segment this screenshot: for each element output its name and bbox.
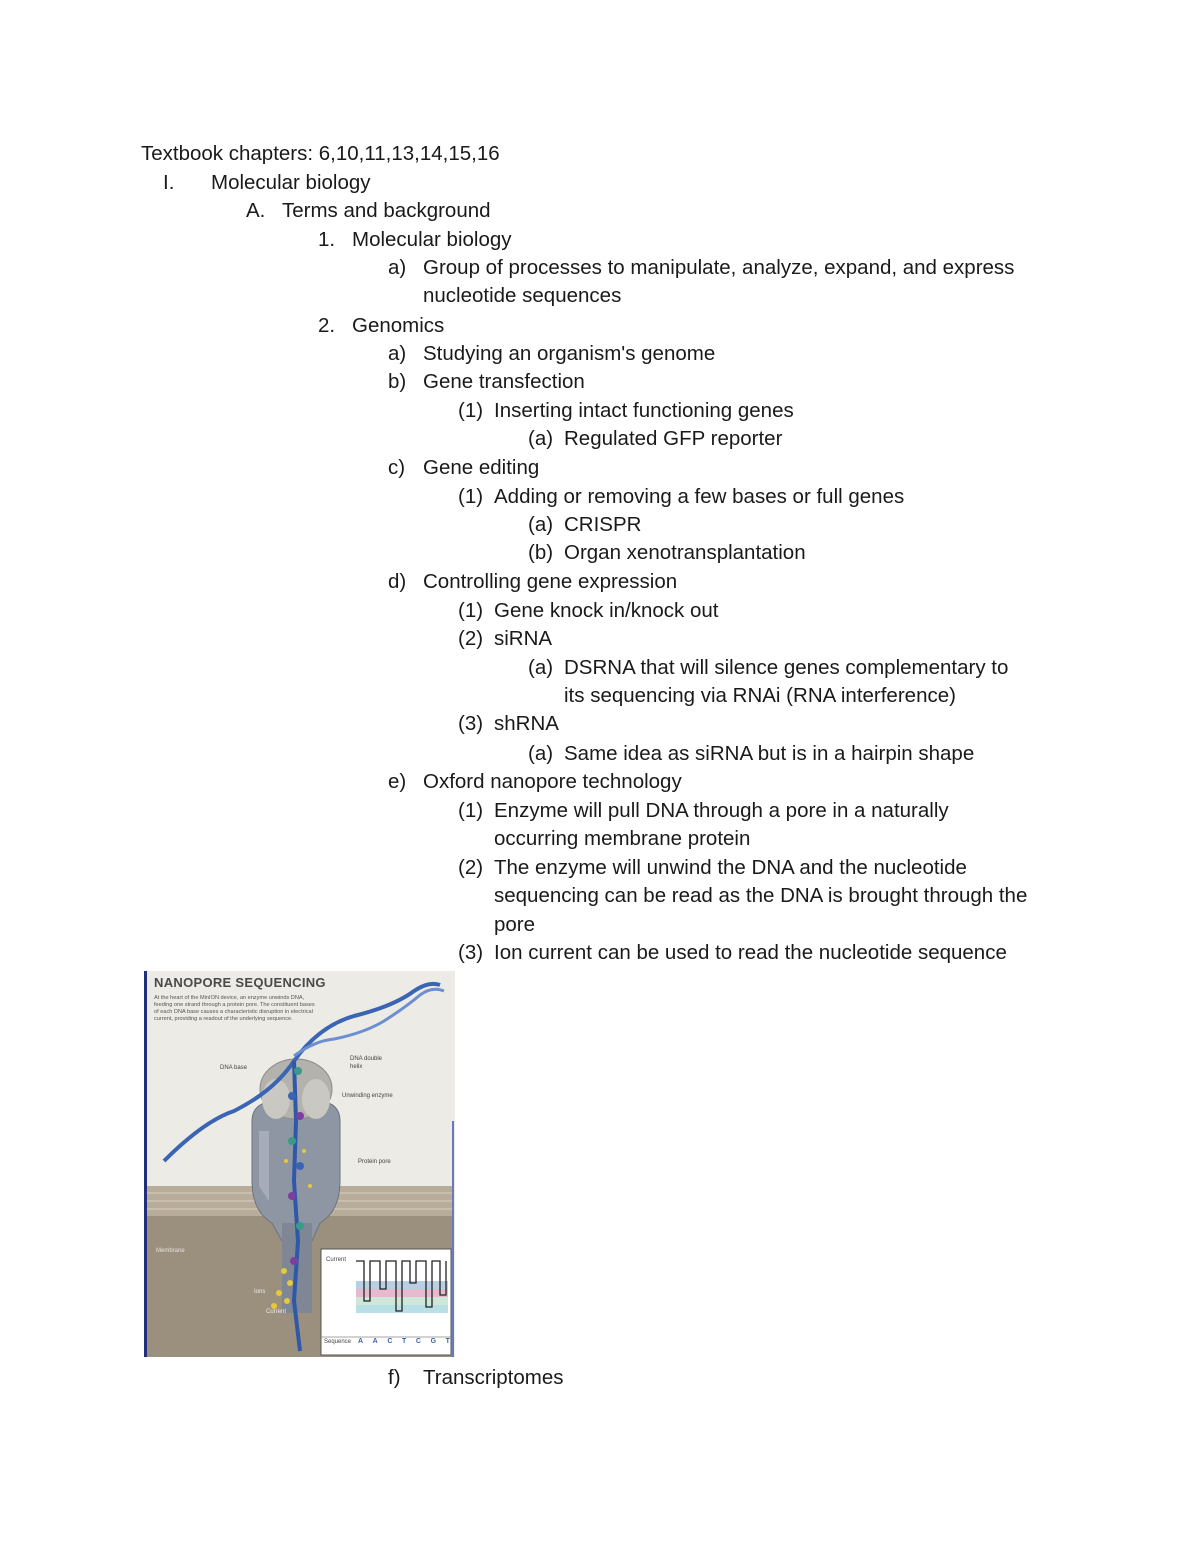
- outline-marker: 2.: [318, 314, 336, 337]
- figure-right-border: [452, 1121, 454, 1357]
- label-dna-helix: [350, 1055, 382, 1071]
- outline-item-text: Organ xenotransplantation: [564, 541, 806, 564]
- label-ions: Ions: [254, 1289, 266, 1295]
- outline-item-text: Enzyme will pull DNA through a pore in a naturally: [494, 799, 949, 822]
- figure-left-border: [144, 971, 147, 1357]
- label-dna-base: DNA base: [220, 1065, 248, 1071]
- outline-marker: (1): [458, 399, 484, 422]
- label-dna-helix-line: helix: [350, 1064, 363, 1070]
- outline-marker: (1): [458, 799, 484, 822]
- outline-item-text: Studying an organism's genome: [423, 342, 716, 365]
- outline-marker: (a): [528, 656, 554, 679]
- header-chapters: Textbook chapters: 6,10,11,13,14,15,16: [141, 142, 500, 165]
- label-protein-pore: Protein pore: [358, 1159, 391, 1165]
- sequence-base: G: [430, 1338, 437, 1345]
- sequence-base: A: [358, 1338, 364, 1345]
- figure-caption-line: of each DNA base causes a characteristic disruption in electrical: [154, 1009, 313, 1015]
- label-unwinding-enzyme: Unwinding enzyme: [342, 1093, 393, 1099]
- figure-caption-line: current, providing a readout of the underlying sequence.: [154, 1016, 293, 1022]
- outline-marker: 1.: [318, 228, 336, 251]
- outline-item-text: siRNA: [494, 627, 553, 650]
- outline-marker: (2): [458, 856, 484, 879]
- sequence-bases: [358, 1338, 450, 1345]
- outline-item-text: Gene transfection: [423, 370, 585, 393]
- outline-item-text: Inserting intact functioning genes: [494, 399, 794, 422]
- outline-item-text: Molecular biology: [352, 228, 512, 251]
- outline-marker: I.: [163, 171, 175, 194]
- outline-item-text: Controlling gene expression: [423, 570, 678, 593]
- outline-item-text: Genomics: [352, 314, 445, 337]
- outline-marker: A.: [246, 199, 266, 222]
- outline-marker: (b): [528, 541, 554, 564]
- outline-item-text: Oxford nanopore technology: [423, 770, 682, 793]
- outline-item-text: occurring membrane protein: [494, 827, 751, 850]
- label-current-trace: Current: [326, 1257, 347, 1263]
- outline-marker: a): [388, 256, 407, 279]
- outline-item-text: pore: [494, 913, 536, 936]
- figure-caption-line: At the heart of the MinION device, an enzyme unwinds DNA,: [154, 995, 305, 1001]
- outline-marker: f): [388, 1366, 401, 1389]
- outline-item-text: Group of processes to manipulate, analyze, expand, and express: [423, 256, 1015, 279]
- outline-item-text: nucleotide sequences: [423, 284, 622, 307]
- outline-marker: (3): [458, 712, 484, 735]
- label-current-bottom: Current: [266, 1309, 287, 1315]
- label-sequence: Sequence: [324, 1339, 352, 1345]
- figure-title: NANOPORE SEQUENCING: [154, 975, 326, 990]
- outline-item-text: Gene editing: [423, 456, 540, 479]
- outline-item-text: Regulated GFP reporter: [564, 427, 783, 450]
- label-dna-helix-line: DNA double: [350, 1056, 383, 1062]
- outline-marker: (3): [458, 941, 484, 964]
- outline-marker: d): [388, 570, 407, 593]
- outline-marker: c): [388, 456, 406, 479]
- outline-item-text: Adding or removing a few bases or full genes: [494, 485, 905, 508]
- outline-item-text: Gene knock in/knock out: [494, 599, 719, 622]
- outline-marker: (2): [458, 627, 484, 650]
- outline-marker: (a): [528, 742, 554, 765]
- outline-marker: b): [388, 370, 407, 393]
- outline-item-text: sequencing can be read as the DNA is brought through the: [494, 884, 1028, 907]
- figure-caption: [154, 995, 359, 1023]
- outline-marker: (1): [458, 485, 484, 508]
- nanopore-illustration: [144, 971, 455, 1357]
- outline-marker: e): [388, 770, 407, 793]
- outline-item-text: Molecular biology: [211, 171, 371, 194]
- outline-marker: a): [388, 342, 407, 365]
- outline-item-text: Terms and background: [282, 199, 491, 222]
- outline-item-text: The enzyme will unwind the DNA and the nucleotide: [494, 856, 967, 879]
- sequence-base: C: [415, 1338, 421, 1345]
- outline-item-text: Ion current can be used to read the nucleotide sequence: [494, 941, 1007, 964]
- outline-item-text: DSRNA that will silence genes complementary to: [564, 656, 1009, 679]
- enzyme-lobe-right: [302, 1079, 330, 1119]
- outline-item-text: Transcriptomes: [423, 1366, 564, 1389]
- outline-marker: (a): [528, 427, 554, 450]
- sequence-base: A: [372, 1338, 378, 1345]
- outline-item-text: Same idea as siRNA but is in a hairpin shape: [564, 742, 975, 765]
- outline-item-text: CRISPR: [564, 513, 642, 536]
- sequence-base: T: [445, 1338, 450, 1345]
- outline-item-text: shRNA: [494, 712, 559, 735]
- outline-marker: (1): [458, 599, 484, 622]
- sequence-base: C: [387, 1338, 393, 1345]
- outline-item-text: its sequencing via RNAi (RNA interference): [564, 684, 956, 707]
- outline-marker: (a): [528, 513, 554, 536]
- sequence-base: T: [402, 1338, 407, 1345]
- nanopore-sequencing-figure: [144, 971, 455, 1357]
- figure-caption-line: feeding one strand through a protein pore. The constituent bases: [154, 1002, 315, 1008]
- label-membrane: Membrane: [156, 1248, 185, 1254]
